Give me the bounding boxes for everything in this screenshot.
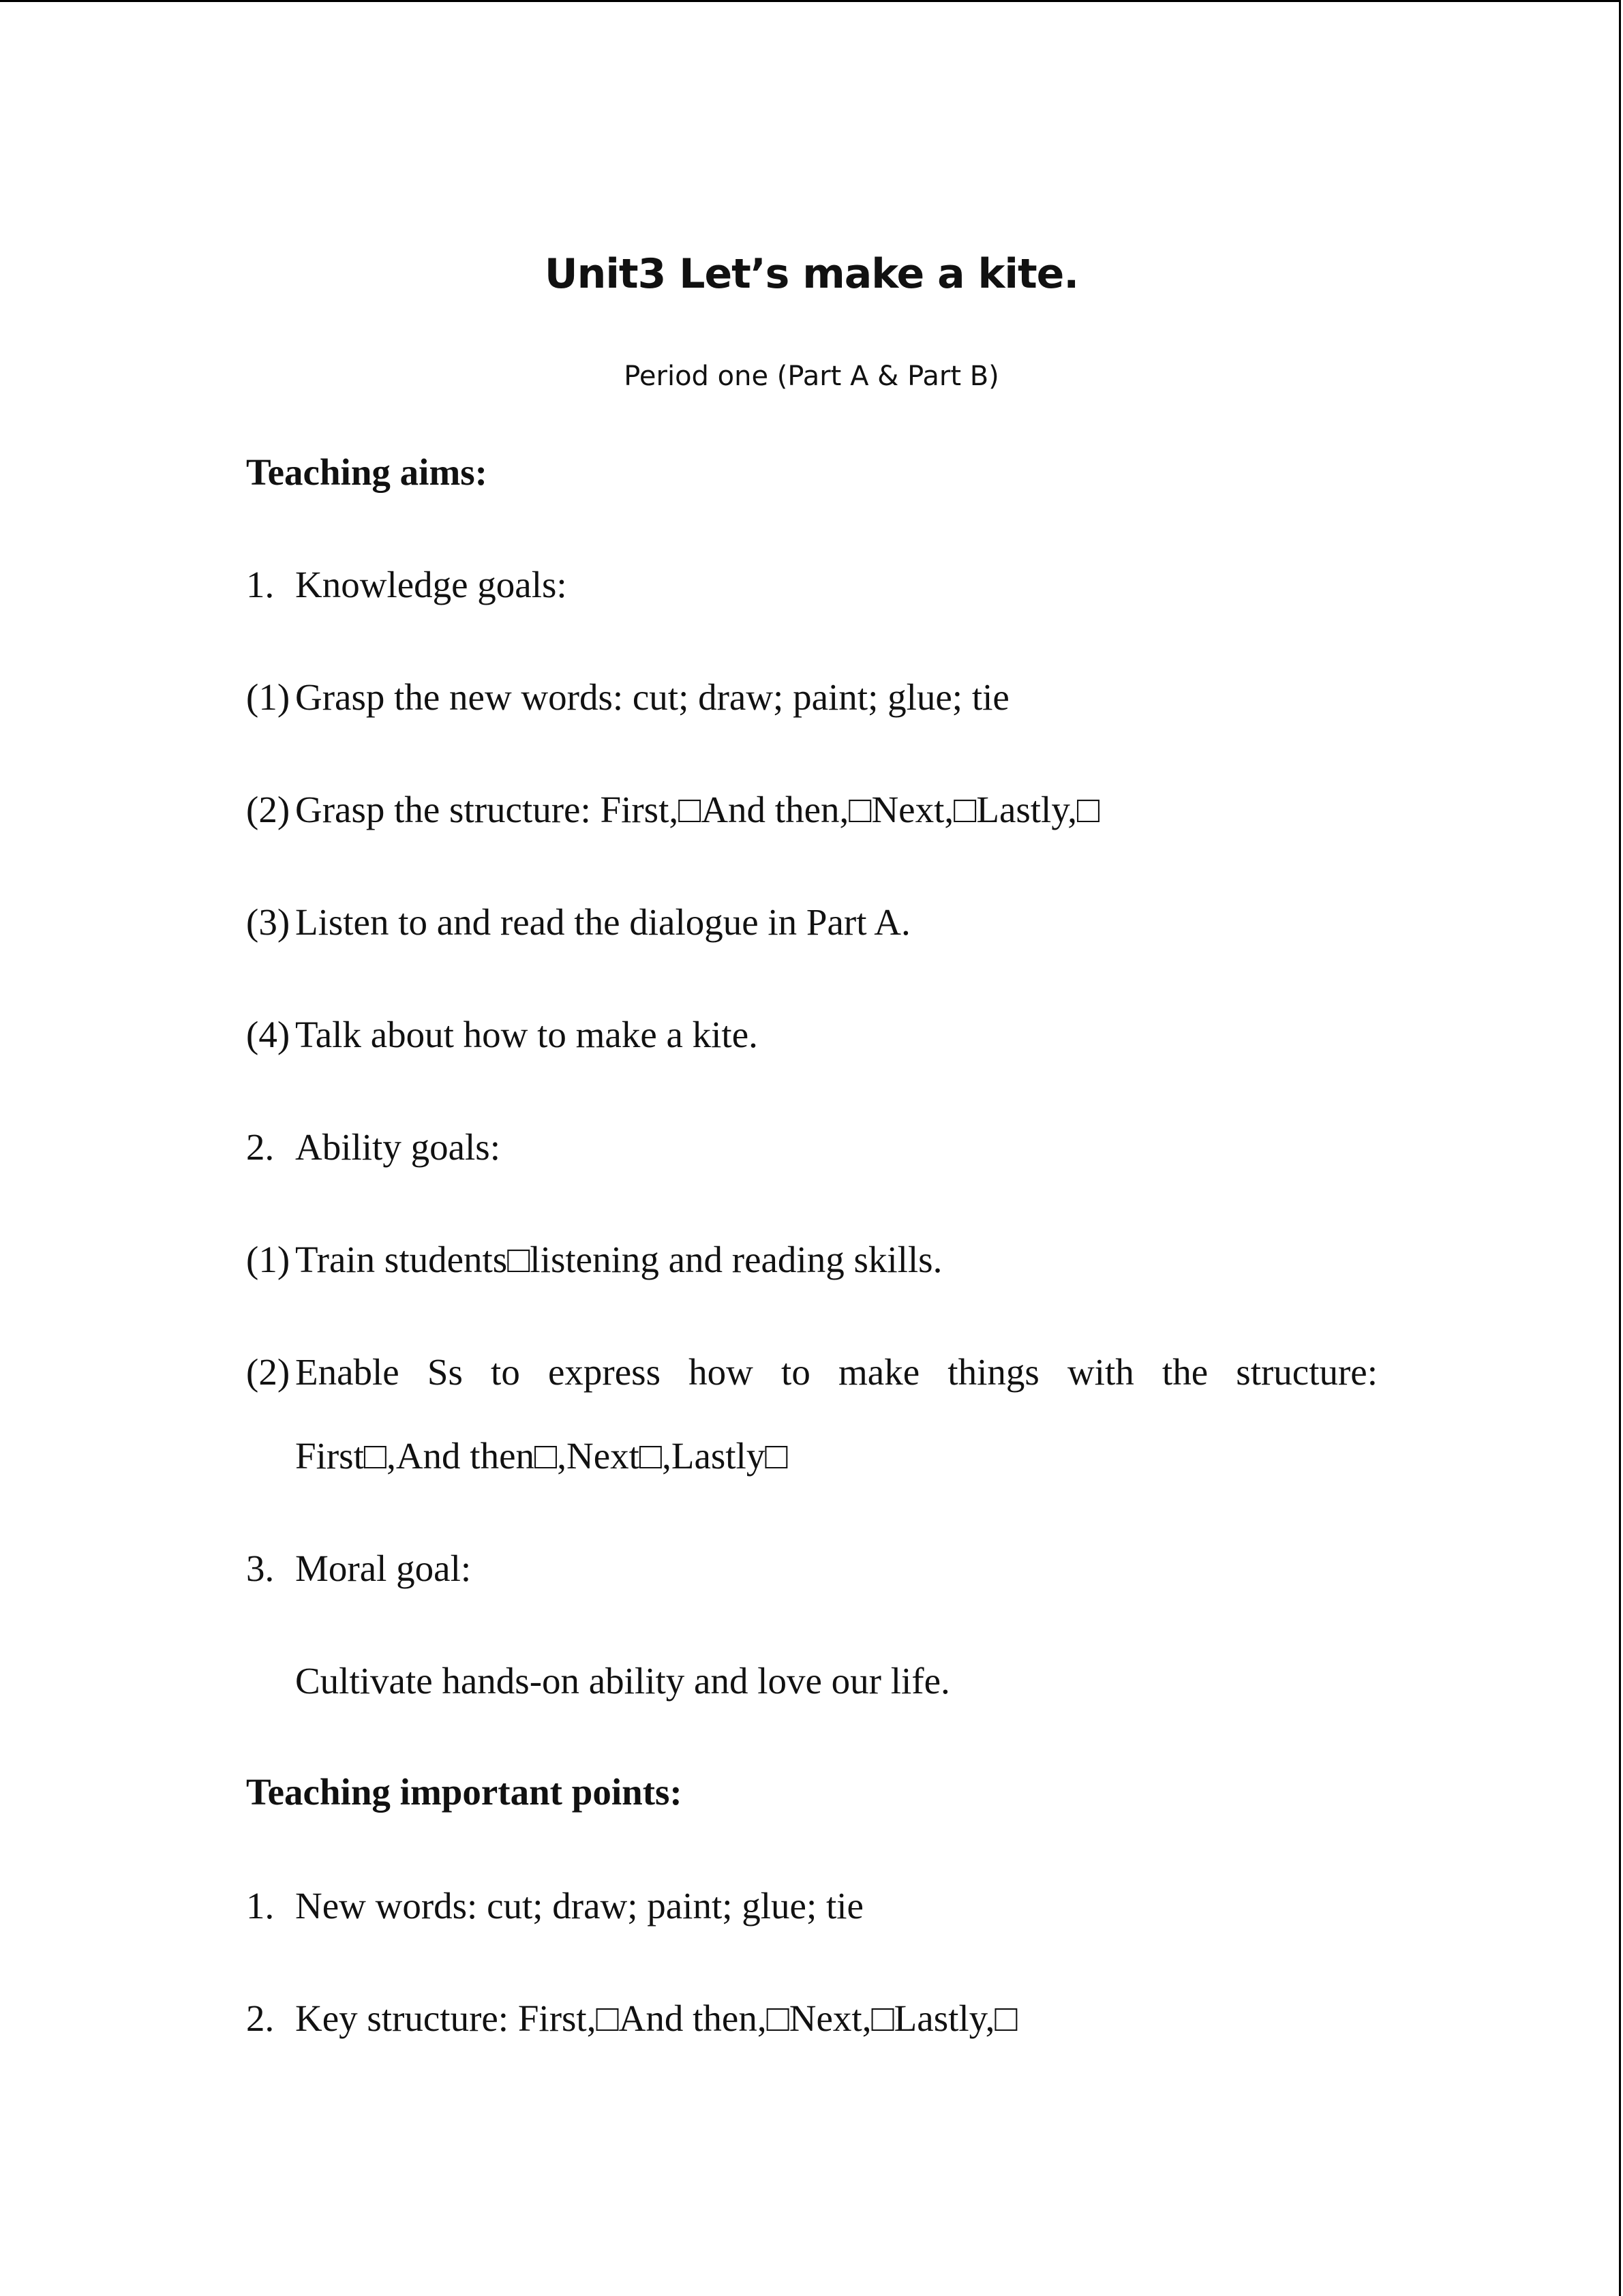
ability-goals-label: Ability goals: bbox=[295, 1126, 500, 1168]
knowledge-goals-label: Knowledge goals: bbox=[295, 564, 567, 605]
list-item bbox=[246, 1348, 1378, 1396]
list-item-text: Train students□listening and reading skills. bbox=[295, 1239, 943, 1280]
important-points-heading: Teaching important points: bbox=[246, 1771, 682, 1813]
list-number: 1. bbox=[246, 564, 275, 605]
document-subtitle: Period one (Part A & Part B) bbox=[624, 361, 999, 392]
list-number: (2) bbox=[246, 789, 290, 830]
list-item bbox=[246, 674, 1010, 721]
list-item-text: Listen to and read the dialogue in Part A. bbox=[295, 901, 911, 943]
document-title: Unit3 Let’s make a kite. bbox=[544, 250, 1079, 298]
list-item-text: Talk about how to make a kite. bbox=[295, 1014, 758, 1055]
ability-goals-header bbox=[246, 1123, 500, 1171]
list-item bbox=[246, 1995, 1018, 2042]
teaching-aims-heading: Teaching aims: bbox=[246, 451, 487, 493]
knowledge-goals-header bbox=[246, 561, 567, 609]
list-number: 2. bbox=[246, 1997, 275, 2039]
list-item-continuation: First□,And then□,Next□,Lastly□ bbox=[295, 1435, 788, 1477]
list-number: 1. bbox=[246, 1885, 275, 1927]
list-number: (1) bbox=[246, 1239, 290, 1280]
moral-goal-text: Cultivate hands-on ability and love our life. bbox=[295, 1660, 950, 1702]
list-item-text: New words: cut; draw; paint; glue; tie bbox=[295, 1885, 864, 1927]
list-item bbox=[246, 898, 911, 946]
list-number: (4) bbox=[246, 1014, 290, 1055]
list-item bbox=[246, 1882, 864, 1930]
list-number: (2) bbox=[246, 1351, 290, 1393]
list-item bbox=[246, 1236, 942, 1284]
list-number: 2. bbox=[246, 1126, 275, 1168]
list-item-text: Grasp the structure: First,□And then,□Next,□Lastly,□ bbox=[295, 789, 1100, 830]
list-number: (3) bbox=[246, 901, 290, 943]
list-item-text: Enable Ss to express how to make things with the structure: bbox=[295, 1351, 1378, 1393]
list-number: (1) bbox=[246, 676, 290, 718]
list-item bbox=[246, 1011, 758, 1059]
moral-goal-header bbox=[246, 1545, 471, 1592]
list-item-text: Key structure: First,□And then,□Next,□Lastly,□ bbox=[295, 1997, 1018, 2039]
list-number: 3. bbox=[246, 1547, 275, 1589]
moral-goal-label: Moral goal: bbox=[295, 1547, 472, 1589]
list-item bbox=[246, 786, 1099, 834]
list-item-text: Grasp the new words: cut; draw; paint; glue; tie bbox=[295, 676, 1010, 718]
